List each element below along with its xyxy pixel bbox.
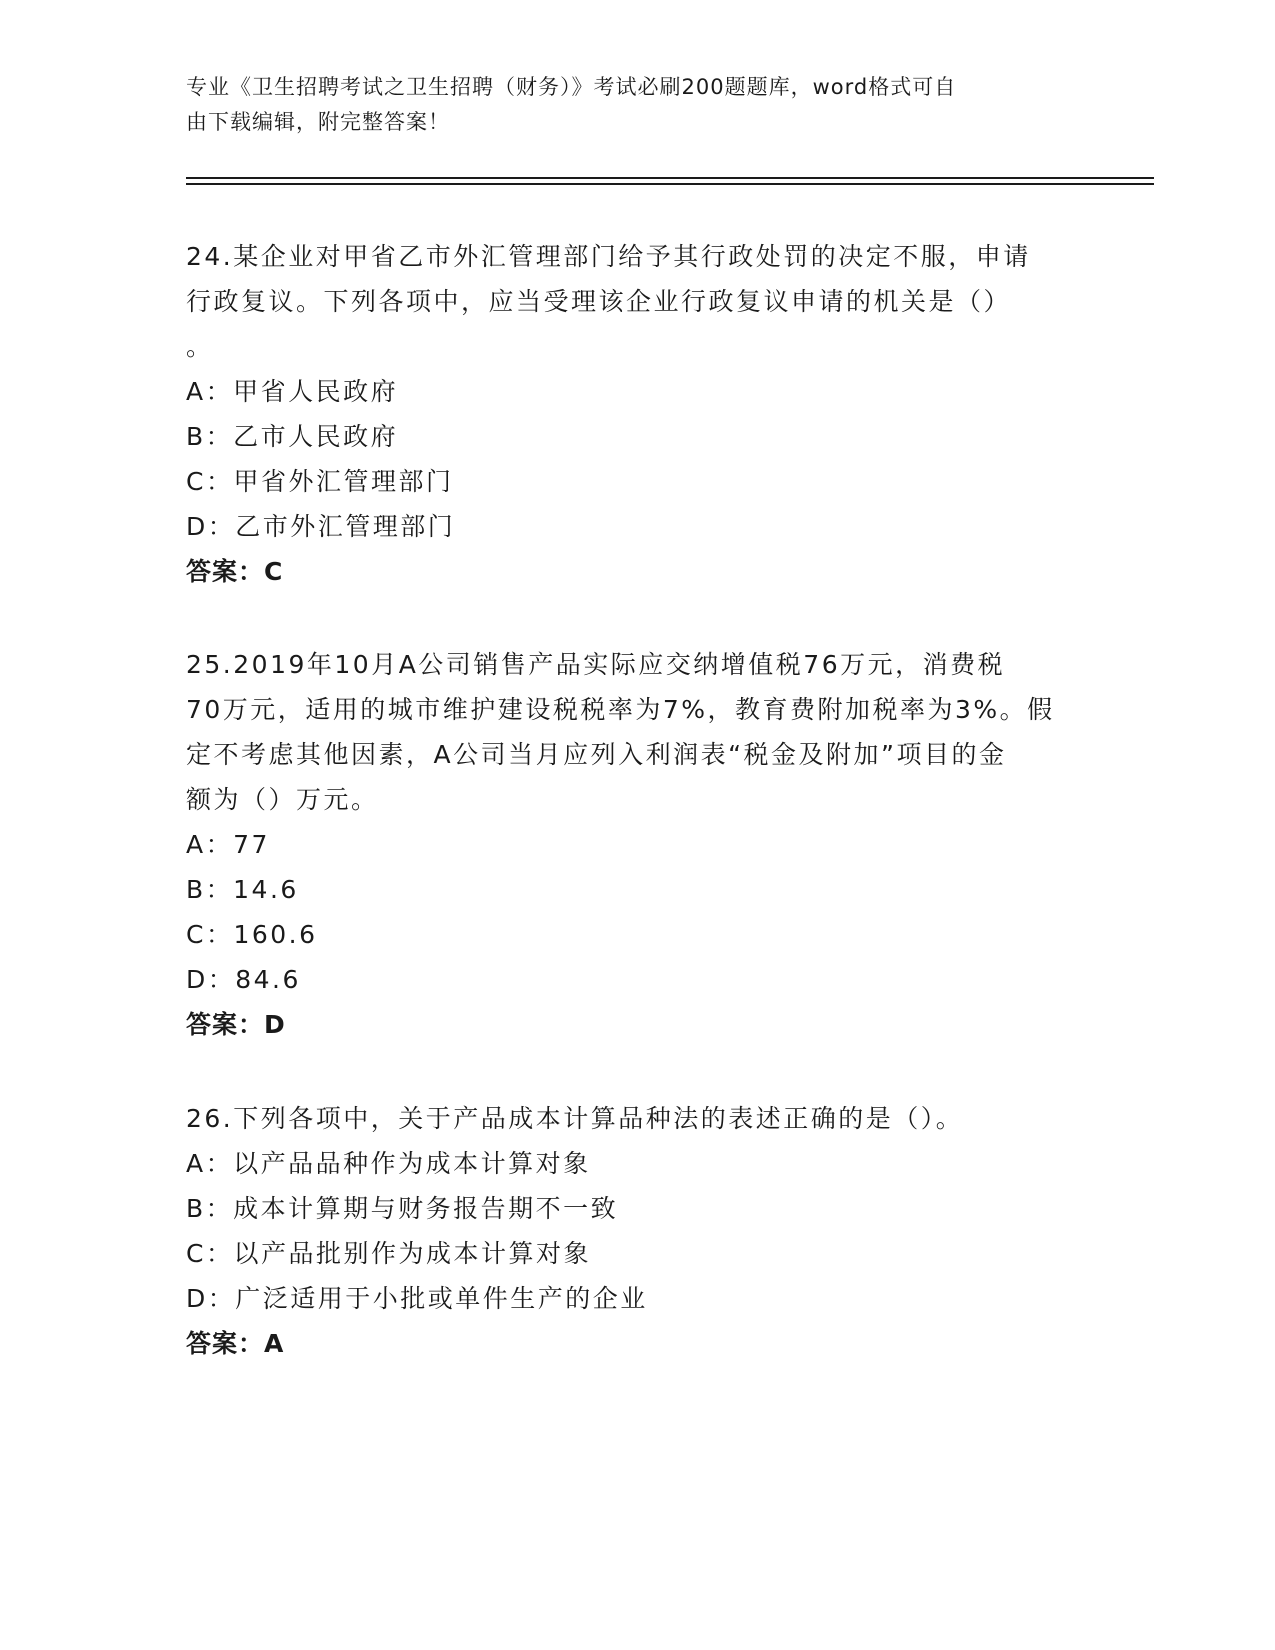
answer: 答案：C <box>186 557 284 586</box>
answer: 答案：A <box>186 1329 285 1358</box>
option-c: C：甲省外汇管理部门 <box>186 467 454 496</box>
answer: 答案：D <box>186 1010 286 1039</box>
option-d: D：广泛适用于小批或单件生产的企业 <box>186 1284 648 1313</box>
question-stem-line: 定不考虑其他因素，A公司当月应列入利润表“税金及附加”项目的金 <box>186 740 1007 769</box>
option-c: C：以产品批别作为成本计算对象 <box>186 1239 591 1268</box>
option-d: D：乙市外汇管理部门 <box>186 512 456 541</box>
question-stem-line: 26.下列各项中，关于产品成本计算品种法的表述正确的是（）。 <box>186 1104 964 1133</box>
question-stem-line: 。 <box>186 332 214 361</box>
document-header <box>186 70 1086 140</box>
header-line-2: 由下载编辑，附完整答案！ <box>186 110 450 134</box>
question-25 <box>186 642 1086 1048</box>
header-divider-top <box>186 177 1154 179</box>
option-d: D：84.6 <box>186 965 301 994</box>
option-b: B：乙市人民政府 <box>186 422 399 451</box>
header-divider-bottom <box>186 183 1154 185</box>
option-c: C：160.6 <box>186 920 318 949</box>
header-line-1: 专业《卫生招聘考试之卫生招聘（财务）》考试必刷200题题库，word格式可自 <box>186 75 957 99</box>
question-24 <box>186 234 1086 595</box>
question-stem-line: 70万元，适用的城市维护建设税税率为7%，教育费附加税率为3%。假 <box>186 695 1055 724</box>
question-stem-line: 行政复议。下列各项中，应当受理该企业行政复议申请的机关是（） <box>186 287 1012 316</box>
option-b: B：14.6 <box>186 875 299 904</box>
option-a: A：甲省人民政府 <box>186 377 399 406</box>
option-a: A：77 <box>186 830 270 859</box>
option-b: B：成本计算期与财务报告期不一致 <box>186 1194 619 1223</box>
question-stem-line: 24.某企业对甲省乙市外汇管理部门给予其行政处罚的决定不服，申请 <box>186 242 1031 271</box>
question-stem-line: 25.2019年10月A公司销售产品实际应交纳增值税76万元，消费税 <box>186 650 1006 679</box>
option-a: A：以产品品种作为成本计算对象 <box>186 1149 591 1178</box>
question-26 <box>186 1096 1086 1367</box>
question-stem-line: 额为（）万元。 <box>186 785 379 814</box>
